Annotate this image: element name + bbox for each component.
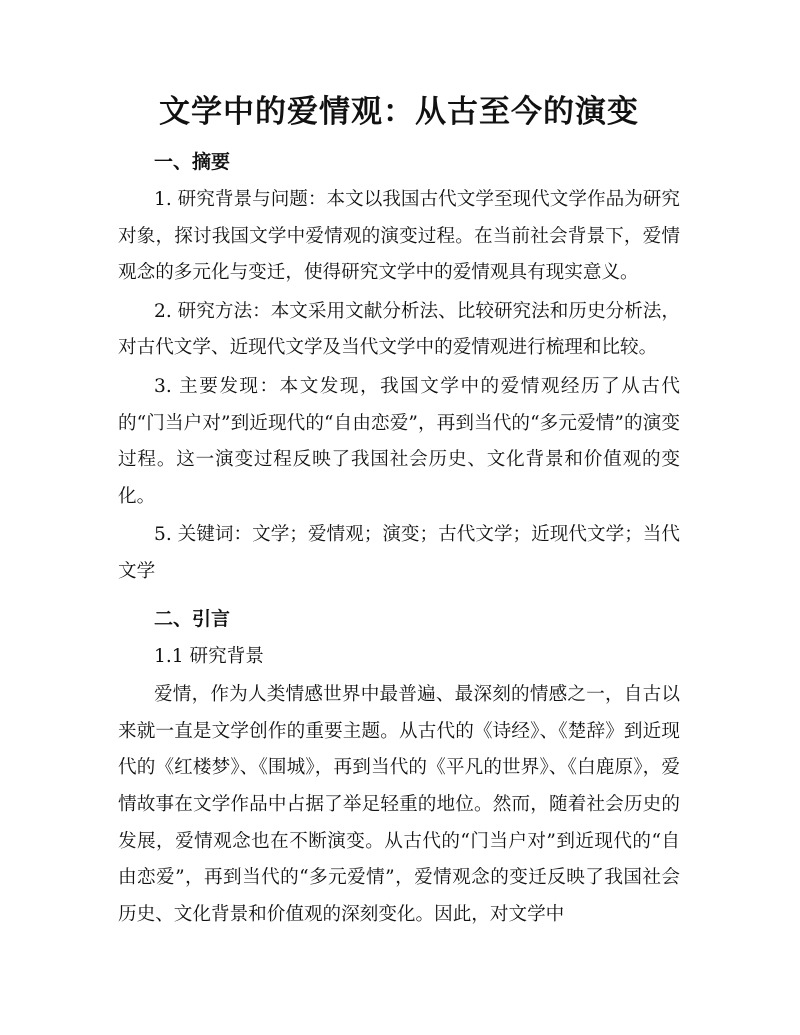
section-heading-abstract: 一、摘要 (154, 151, 231, 173)
introduction-body-paragraph: 爱情，作为人类情感世界中最普遍、最深刻的情感之一，自古以来就一直是文学创作的重要主题。从古代的《诗经》、《楚辞》到近现代的《红楼梦》、《围城》，再到当代的《平凡的世界》、《白鹿原》，爱情故事在文学作品中占据了举足轻重的地位。然而，随着社会历史的发展，爱情观念也在不断演变。从古代的“门当户对”到近现代的“自由恋爱”，再到当代的“多元爱情”，爱情观念的变迁反映了我国社会历史、文化背景和价值观的深刻变化。因此，对文学中 (118, 684, 680, 925)
document-title: 文学中的爱情观：从古至今的演变 (159, 94, 639, 130)
section-abstract (118, 142, 680, 591)
abstract-background-paragraph: 1. 研究背景与问题：本文以我国古代文学至现代文学作品为研究对象，探讨我国文学中爱情观的演变过程。在当前社会背景下，爱情观念的多元化与变迁，使得研究文学中的爱情观具有现实意义。 (118, 189, 680, 284)
abstract-keywords-paragraph: 5. 关键词：文学；爱情观；演变；古代文学；近现代文学；当代文学 (118, 524, 680, 582)
abstract-method-paragraph: 2. 研究方法：本文采用文献分析法、比较研究法和历史分析法，对古代文学、近现代文学及当代文学中的爱情观进行梳理和比较。 (118, 300, 680, 359)
section-heading-introduction: 二、引言 (154, 607, 231, 630)
section-introduction (118, 599, 680, 934)
subsection-heading-background: 1.1 研究背景 (154, 645, 264, 667)
abstract-findings-paragraph: 3. 主要发现：本文发现，我国文学中的爱情观经历了从古代的“门当户对”到近现代的“自由恋爱”，再到当代的“多元爱情”的演变过程。这一演变过程反映了我国社会历史、文化背景和价值观的变化。 (118, 375, 680, 507)
